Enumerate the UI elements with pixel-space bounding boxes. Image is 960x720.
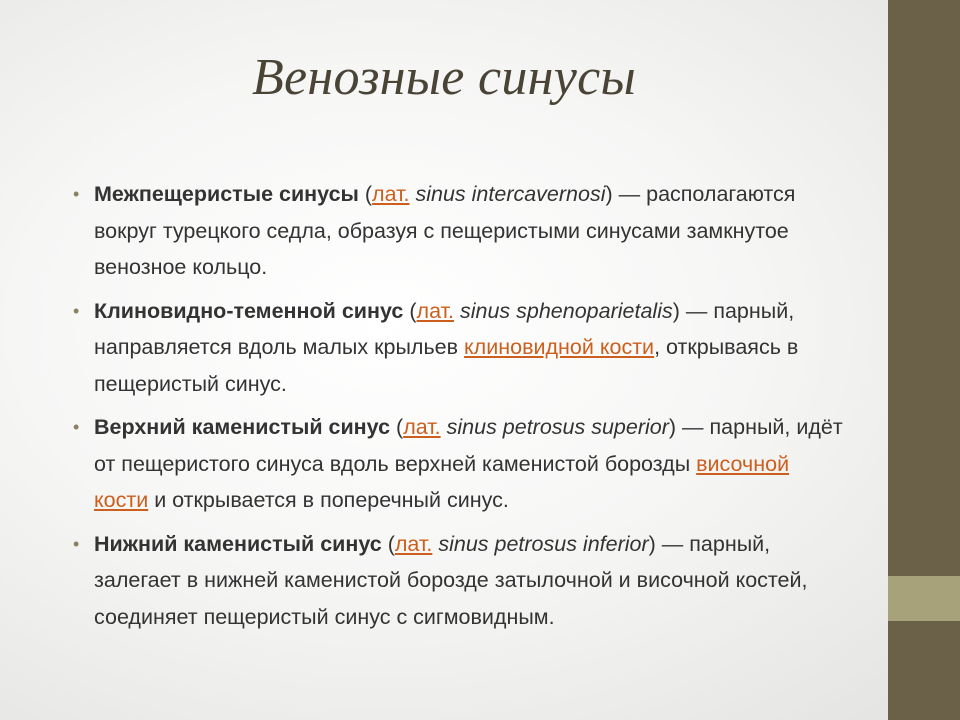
bullet-open-paren: ( xyxy=(403,298,417,323)
bullet-description: ) — парный, направляется вдоль малых крыльев xyxy=(94,298,795,359)
latin-link[interactable]: лат. xyxy=(403,415,441,439)
latin-name: sinus petrosus superior xyxy=(440,415,669,439)
bullet-description-tail: и открывается в поперечный синус. xyxy=(148,488,509,512)
bullet-inferior-petrosal xyxy=(73,526,843,636)
bullet-term: Нижний каменистый синус xyxy=(94,531,382,556)
bullet-dot-icon: • xyxy=(73,300,80,321)
temporal-bone-link[interactable]: височной кости xyxy=(94,451,790,512)
bullet-superior-petrosal xyxy=(73,409,843,519)
latin-name: sinus petrosus inferior xyxy=(432,531,649,556)
latin-link[interactable]: лат. xyxy=(394,531,433,556)
slide-title: Венозные синусы xyxy=(251,49,637,106)
bullet-list xyxy=(73,176,843,642)
bullet-open-paren: ( xyxy=(390,415,404,439)
bullet-dot-icon: • xyxy=(73,533,80,554)
latin-link[interactable]: лат. xyxy=(372,182,410,206)
bullet-term: Межпещеристые синусы xyxy=(94,182,359,206)
bullet-description: ) — располагаются вокруг турецкого седла, образуя с пещеристыми синусами замкнутое венозное кольцо. xyxy=(94,182,796,279)
bullet-dot-icon: • xyxy=(73,184,80,204)
bullet-dot-icon: • xyxy=(73,417,80,437)
bullet-description: ) — парный, залегает в нижней каменистой борозде затылочной и височной костей, соединяет пещеристый синус с сигмовидным. xyxy=(94,531,808,629)
bullet-intercavernous xyxy=(73,176,843,286)
latin-name: sinus sphenoparietalis xyxy=(454,298,673,323)
side-bar-accent xyxy=(888,576,960,621)
bullet-sphenoparietal xyxy=(73,293,843,403)
sphenoid-bone-link[interactable]: клиновидной кости xyxy=(464,335,655,359)
bullet-description: ) — парный, идёт от пещеристого синуса вдоль верхней каменистой борозды xyxy=(94,415,843,476)
bullet-open-paren: ( xyxy=(358,182,373,206)
bullet-term: Клиновидно-теменной синус xyxy=(94,298,404,323)
latin-link[interactable]: лат. xyxy=(416,298,454,323)
latin-name: sinus intercavernosi xyxy=(409,182,606,206)
bullet-open-paren: ( xyxy=(381,531,395,556)
bullet-term: Верхний каменистый синус xyxy=(94,415,391,439)
bullet-description-tail: , открываясь в пещеристый синус. xyxy=(94,335,799,396)
